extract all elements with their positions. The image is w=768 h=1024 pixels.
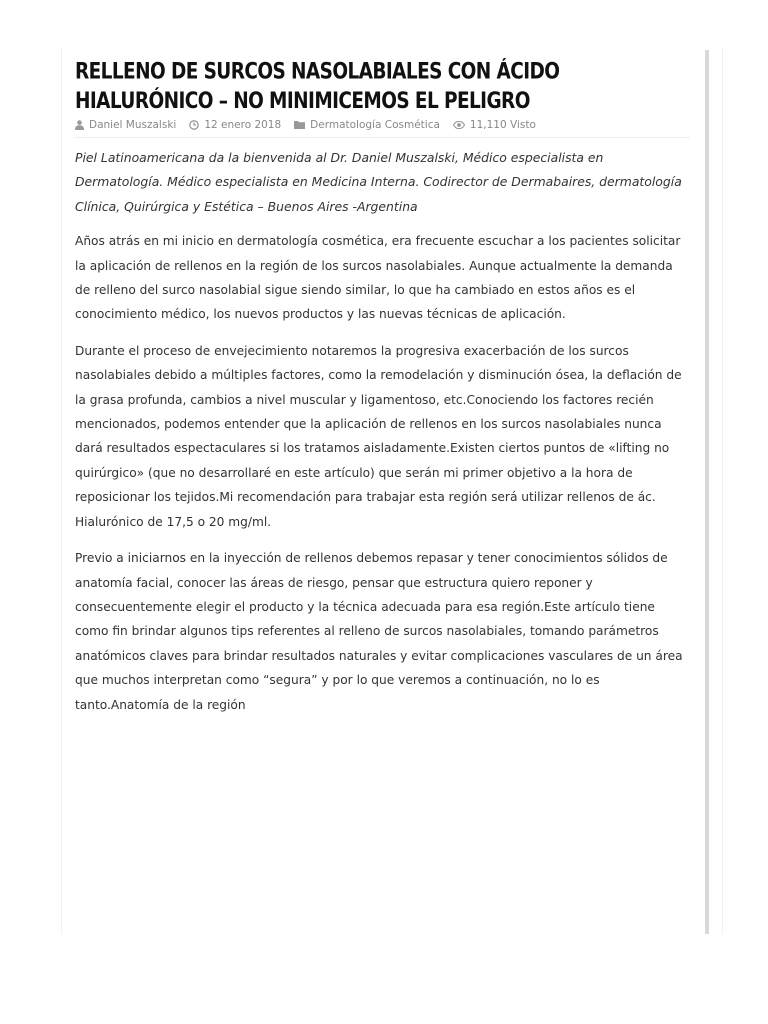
category-link[interactable]: Dermatología Cosmética [310, 118, 440, 131]
article [75, 58, 690, 729]
meta-author [75, 119, 176, 131]
paragraph-3: Previo a iniciarnos en la inyección de rellenos debemos repasar y tener conocimientos sólidos de anatomía facial, conocer las áreas de riesgo, pensar que estructura quiero reponer y consecuentemente elegir el producto y la técnica adecuada para esa región.Este artículo tiene como fin brindar algunos tips referentes al relleno de surcos nasolabiales, tomando parámetros anatómicos claves para brindar resultados naturales y evitar complicaciones vasculares de un área que muchos interpretan como “segura” y por lo que veremos a continuación, no lo es tanto.Anatomía de la región [75, 551, 683, 712]
user-icon [75, 120, 84, 130]
paragraph-1: Años atrás en mi inicio en dermatología cosmética, era frecuente escuchar a los pacientes solicitar la aplicación de rellenos en la región de los surcos nasolabiales. Aunque actualmente la demanda de relleno del surco nasolabial sigue siendo similar, lo que ha cambiado en estos años es el conocimiento médico, los nuevos productos y las nuevas técnicas de aplicación. [75, 234, 681, 322]
folder-icon [294, 120, 305, 129]
author-intro: Piel Latinoamericana da la bienvenida al Dr. Daniel Muszalski, Médico especialista en Dermatología. Médico especialista en Medicina Interna. Codirector de Dermabaires, dermatología Clínica, Quirúrgica y Estética – Buenos Aires -Argentina [75, 150, 682, 214]
meta-date [189, 119, 281, 131]
meta-views [453, 119, 536, 131]
meta-category [294, 119, 440, 131]
post-date: 12 enero 2018 [204, 118, 282, 131]
post-title: RELLENO DE SURCOS NASOLABIALES CON ÁCIDO HIALURÓNICO – NO MINIMICEMOS EL PELIGRO [75, 59, 560, 115]
eye-icon [453, 121, 465, 129]
clock-icon [189, 120, 199, 130]
post-meta [75, 116, 690, 138]
paragraph-2: Durante el proceso de envejecimiento notaremos la progresiva exacerbación de los surcos nasolabiales debido a múltiples factores, como la remodelación y disminución ósea, la deflación de la grasa profunda, cambios a nivel muscular y ligamentoso, etc.Conociendo los factores recién mencionados, podemos entender que la aplicación de rellenos en los surcos nasolabiales nunca dará resultados espectaculares si los tratamos aisladamente.Existen ciertos puntos de «lifting no quirúrgico» (que no desarrollaré en este artículo) que serán mi primer objetivo a la hora de reposicionar los tejidos.Mi recomendación para trabajar esta región será utilizar rellenos de ác. Hialurónico de 17,5 o 20 mg/ml. [75, 343, 682, 529]
view-count: 11,110 Visto [469, 118, 536, 131]
scrollbar[interactable] [705, 50, 709, 934]
author-link[interactable]: Daniel Muszalski [89, 118, 177, 131]
